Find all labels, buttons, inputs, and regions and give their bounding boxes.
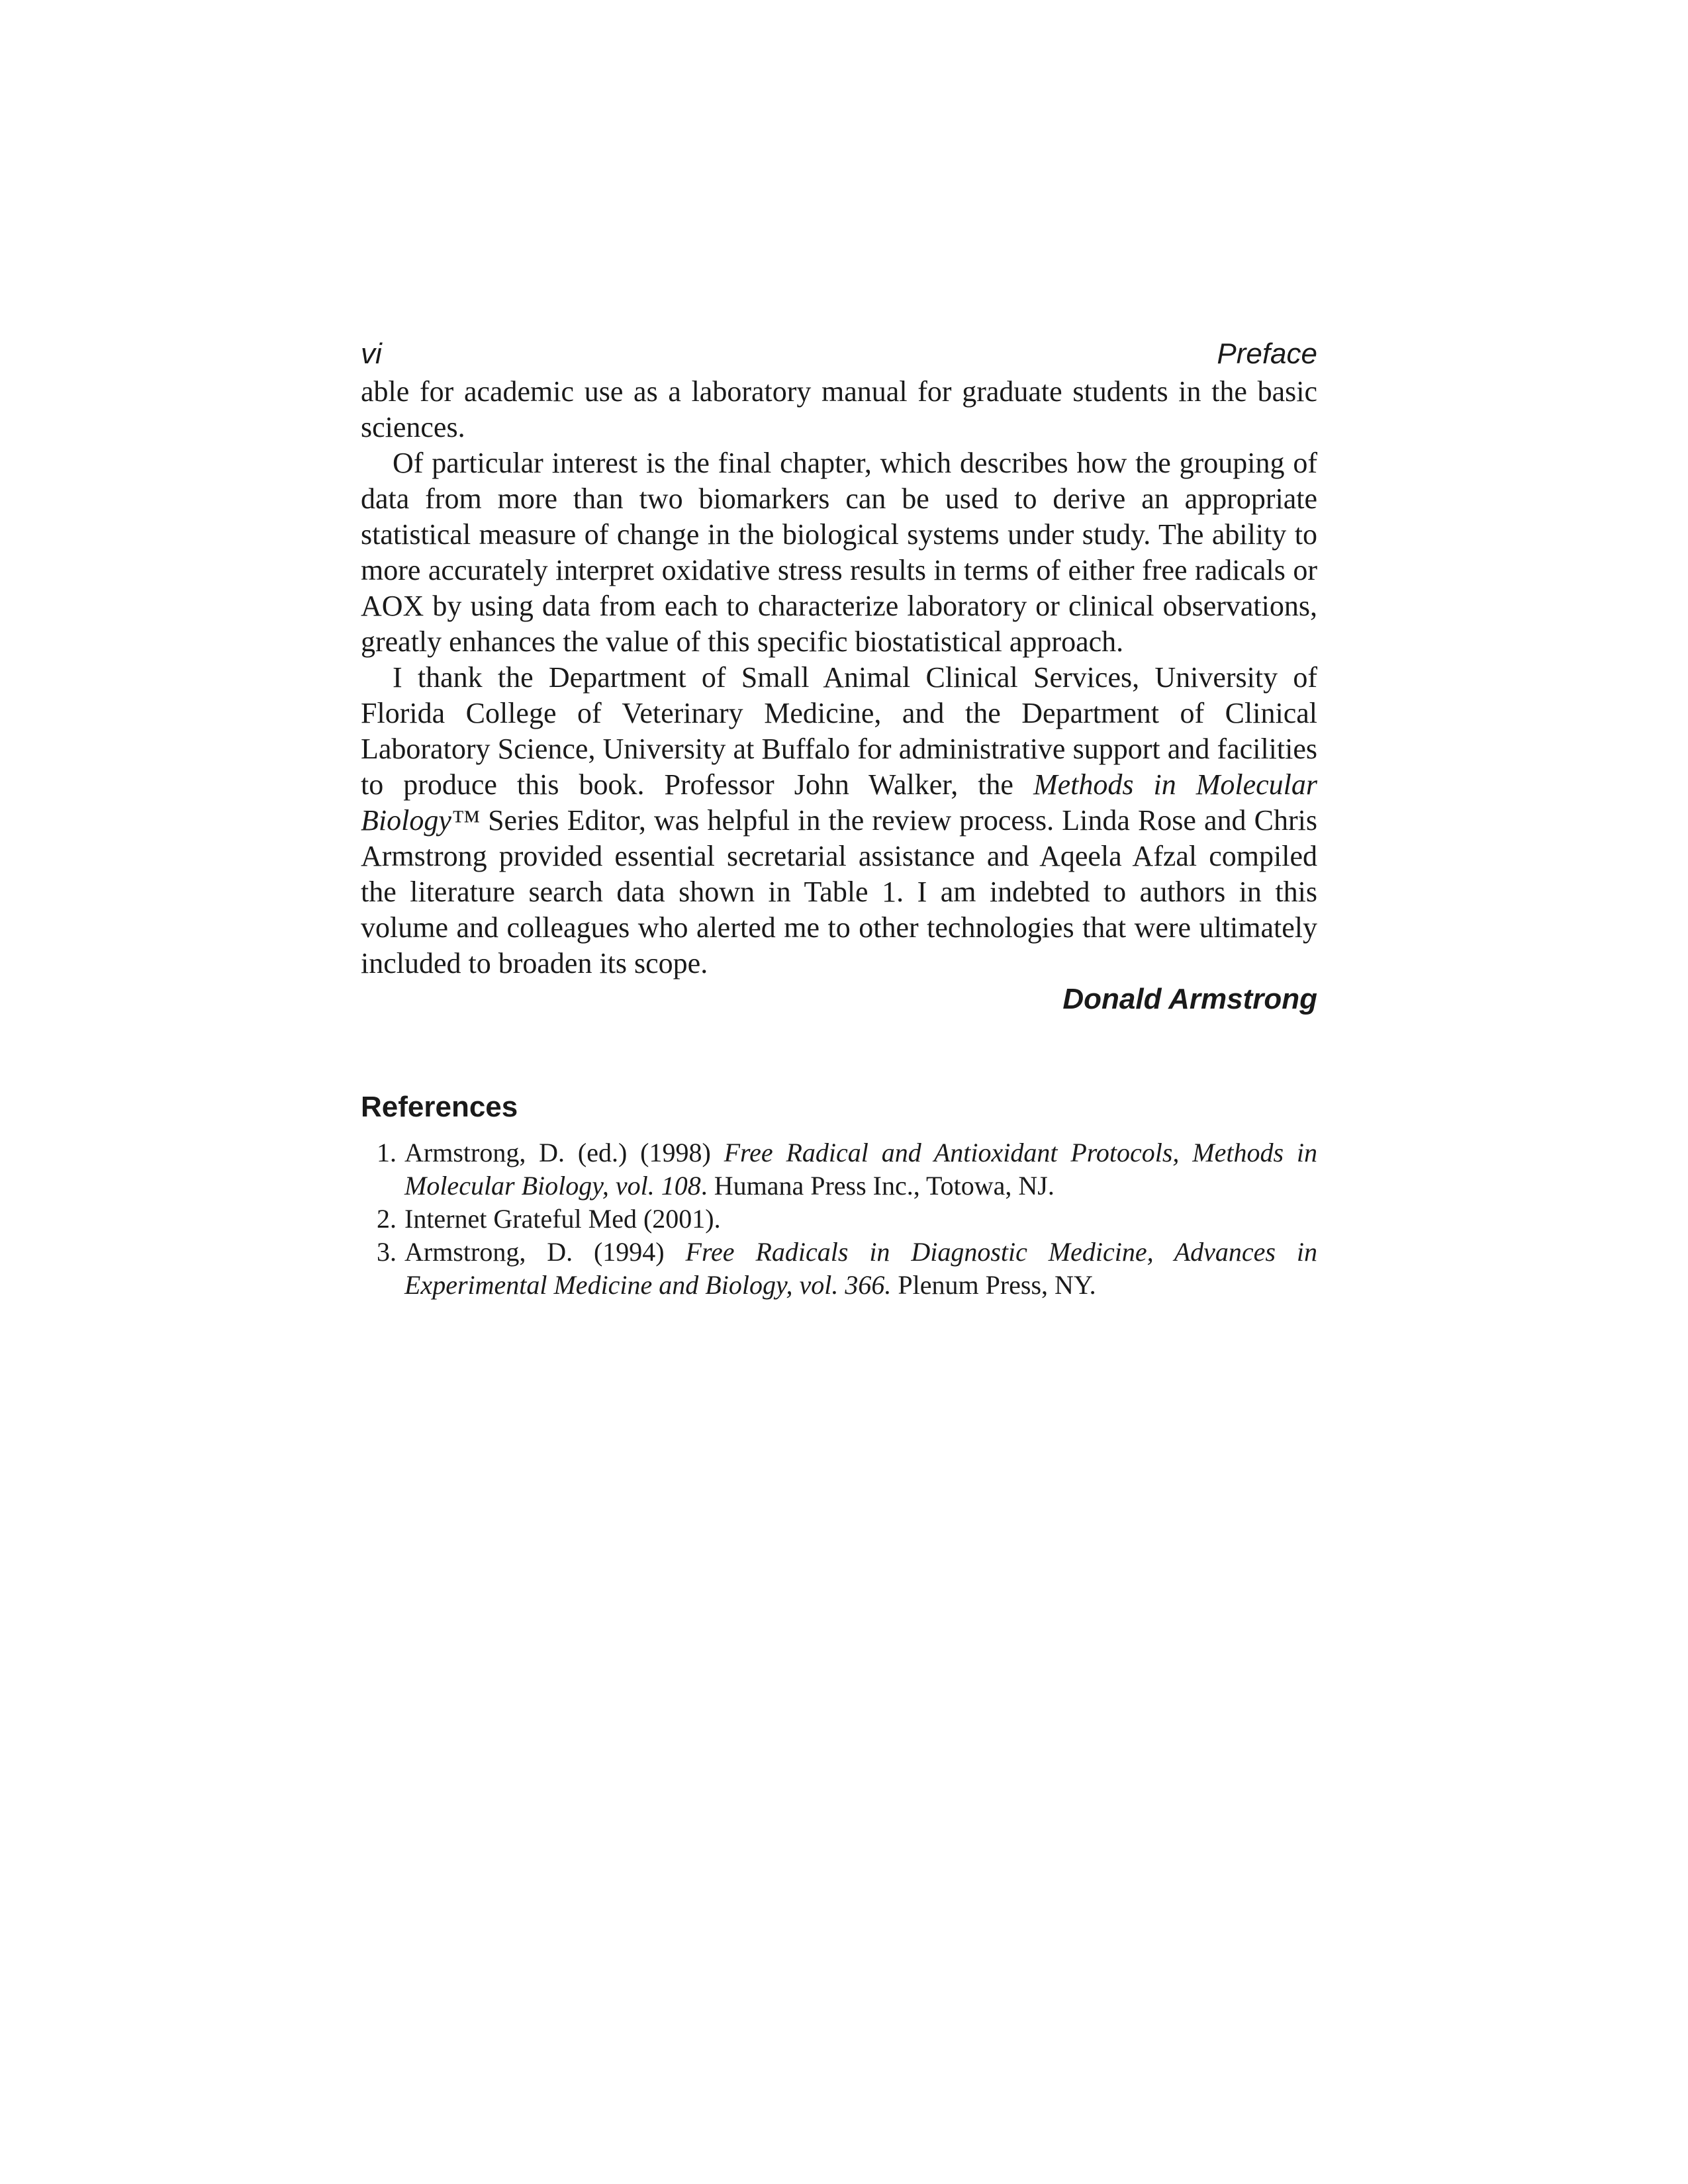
reference-text (404, 1136, 1317, 1203)
reference-text (404, 1203, 1317, 1236)
reference-suffix: Plenum Press, NY. (891, 1270, 1096, 1300)
paragraph-final-chapter: Of particular interest is the final chapter, which describes how the grouping of data from more than two biomarkers can be used to derive an appropriate statistical measure of change in the biological systems under study. The ability to more accurately interpret oxidative stress results in terms of either free radicals or AOX by using data from each to characterize laboratory or clinical observations, greatly enhances the value of this specific biostatistical approach. (361, 447, 1317, 658)
reference-number: 2. (377, 1204, 397, 1234)
author-signature: Donald Armstrong (1062, 983, 1317, 1015)
reference-number: 3. (377, 1237, 397, 1267)
references-heading: References (361, 1091, 518, 1123)
reference-item (361, 1203, 1317, 1236)
reference-text (404, 1236, 1317, 1302)
acknowledgments-text-1: I thank the Department of Small Animal Clinical Services, University of Florida College of Veterinary Medicine, and the Department of Clinical Laboratory Science, University at Buffalo for administrative support and facilities to produce this book. Professor John Walker, the (361, 661, 1317, 801)
running-head (361, 334, 1317, 374)
paragraph-acknowledgments (361, 660, 1317, 981)
reference-title: Free Radical and Antioxidant Protocols, Methods in Molecular Biology, vol. 108 (404, 1138, 1317, 1201)
references-list (361, 1136, 1317, 1302)
reference-number: 1. (377, 1138, 397, 1167)
reference-prefix: Armstrong, D. (1994) (404, 1237, 686, 1267)
section-title: Preface (1217, 338, 1317, 370)
reference-item (361, 1136, 1317, 1203)
reference-prefix: Armstrong, D. (ed.) (1998) (404, 1138, 724, 1167)
page-number: vi (361, 338, 382, 370)
series-title: Methods in Molecular Biology™ (361, 768, 1317, 837)
paragraph-continued: able for academic use as a laboratory manual for graduate students in the basic sciences. (361, 375, 1317, 443)
acknowledgments-text-2: Series Editor, was helpful in the review process. Linda Rose and Chris Armstrong provided essential secretarial assistance and Aqeela Afzal compiled the literature search data shown in Table 1. I am indebted to authors in this volume and colleagues who alerted me to other technologies that were ultimately included to broaden its scope. (361, 804, 1317, 979)
reference-suffix: . Humana Press Inc., Totowa, NJ. (700, 1171, 1055, 1201)
reference-prefix: Internet Grateful Med (2001). (404, 1204, 721, 1234)
reference-title: Free Radicals in Diagnostic Medicine, Advances in Experimental Medicine and Biology, vol. 366. (404, 1237, 1317, 1300)
page-content (361, 334, 1317, 1302)
preface-body (361, 374, 1317, 981)
reference-item (361, 1236, 1317, 1302)
